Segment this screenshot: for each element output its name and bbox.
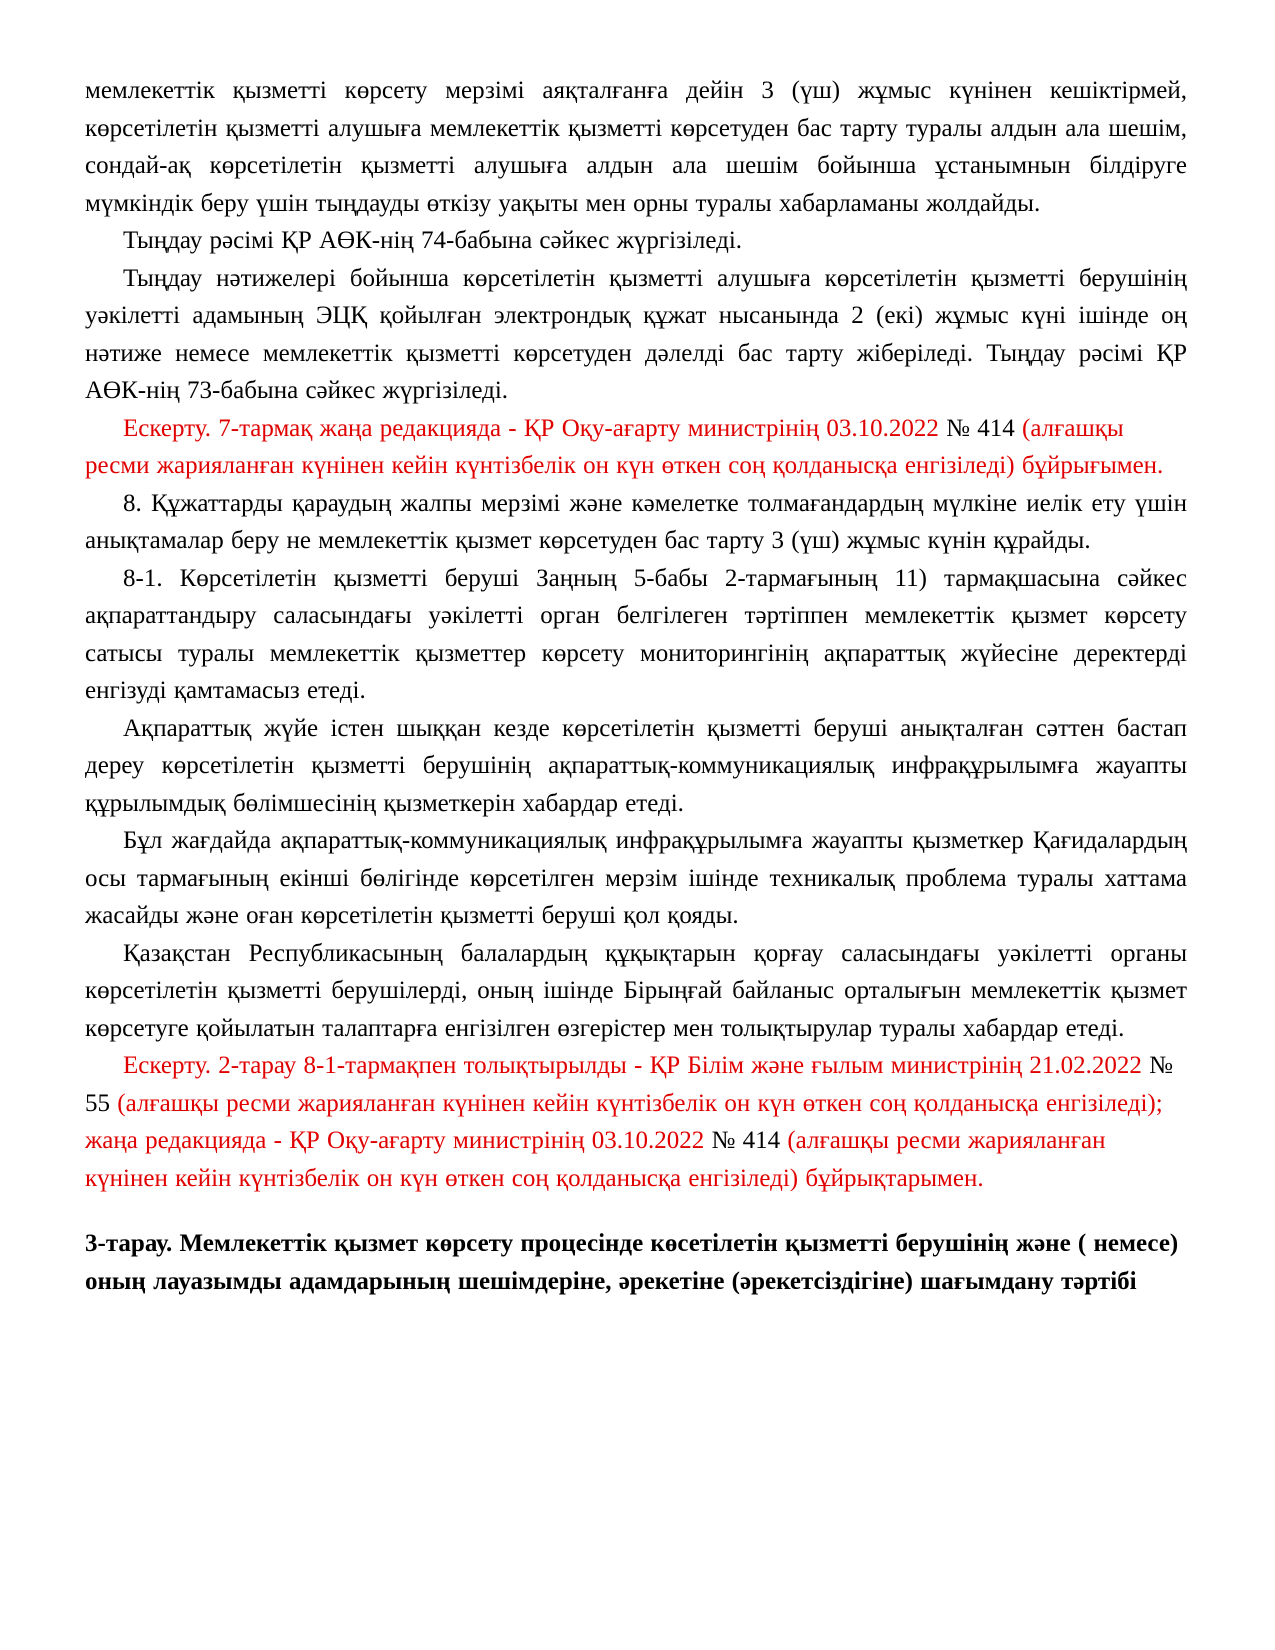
paragraph (85, 710, 1195, 823)
paragraph (85, 822, 1195, 935)
paragraph (85, 260, 1195, 410)
amendment-note (85, 410, 1187, 485)
chapter-heading-text: 3-тарау. Мемлекеттік қызмет көрсету процесінде көсетілетін қызметті берушінің және ( немесе) оның лауазымды адамдарының шешімдеріне, әрекетіне (әрекетсіздігіне) шағымдану тәртібі (85, 1230, 1186, 1295)
paragraph-continuation (85, 72, 1195, 222)
body-text: мемлекеттік қызметті көрсету мерзімі аяқталғанға дейін 3 (үш) жұмыс күнінен кешіктірмей, көрсетілетін қызметті алушыға мемлекеттік қызметті көрсетуден бас тарту туралы алдын ала шешім, сондай-ақ көрсетілетін қызметті алушыға алдын ала шешім бойынша ұстанымнын білдіруге мүмкіндік беру үшін тыңдауды өткізу уақыты мен орны туралы хабарламаны жолдайды. (85, 77, 1195, 217)
paragraph-point-8-1 (85, 560, 1195, 710)
note-text: (алғашқы ресми жарияланған күнінен кейін күнтізбелік он күн өткен соң қолданысқа енгізіледі) бұйрықтарымен. (85, 1127, 1113, 1192)
body-text: 8. Құжаттарды қараудың жалпы мерзімі және кәмелетке толмағандардың мүлкіне иелік ету үшін анықтамалар беру не мемлекеттік қызмет көрсетуден бас тарту 3 (үш) жұмыс күнін құрайды. (85, 489, 1195, 554)
chapter-heading (85, 1225, 1187, 1301)
order-number: № 55 (85, 1052, 1181, 1117)
note-text: (алғашқы ресми жарияланған күнінен кейін күнтізбелік он күн өткен соң қолданысқа енгізіледі); жаңа редакцияда - ҚР Оқу-ағарту министрінің 03.10.2022 (85, 1089, 1170, 1154)
body-text: Қазақстан Республикасының балалардың құқықтарын қорғау саласындағы уәкілетті органы көрсетілетін қызметті берушілерді, оның ішінде Бірыңғай байланыс орталығын мемлекеттік қызмет көрсетуге қойылатын талаптарға енгізілген өзгерістер мен толықтырулар туралы хабардар етеді. (85, 939, 1195, 1042)
note-text: (алғашқы ресми жарияланған күнінен кейін күнтізбелік он күн өткен соң қолданысқа енгізіледі) бұйрығымен. (85, 414, 1164, 479)
paragraph (85, 222, 1187, 260)
note-text: Ескерту. 2-тарау 8-1-тармақпен толықтырылды - ҚР Білім және ғылым министрінің 21.02.2022 (123, 1052, 1150, 1079)
order-number: № 414 (946, 414, 1015, 442)
order-number: № 414 (711, 1127, 781, 1154)
body-text: Ақпараттық жүйе істен шыққан кезде көрсетілетін қызметті беруші анықталған сәттен бастап дереу көрсетілетін қызметті берушінің ақпараттық-коммуникациялық инфрақұрылымға жауапты құрылымдық бөлімшесінің қызметкерін хабардар етеді. (85, 714, 1195, 817)
body-text: 8-1. Көрсетілетін қызметті беруші Заңның 5-бабы 2-тармағының 11) тармақшасына сәйкес ақпараттандыру саласындағы уәкілетті орган белгілеген тәртіппен мемлекеттік қызмет көрсету сатысы туралы мемлекеттік қызметтер көрсету мониторингінің ақпараттық жүйесіне деректерді енгізуді қамтамасыз етеді. (85, 564, 1195, 704)
amendment-note (85, 1047, 1187, 1197)
body-text: Тыңдау нәтижелері бойынша көрсетілетін қызметті алушыға көрсетілетін қызметті берушінің уәкілетті адамының ЭЦҚ қойылған электрондық құжат нысанында 2 (екі) жұмыс күні ішінде оң нәтиже немесе мемлекеттік қызметті көрсетуден дәлелді бас тарту жіберіледі. Тыңдау рәсімі ҚР АӨК-нің 73-бабына сәйкес жүргізіледі. (85, 264, 1195, 404)
note-text: Ескерту. 7-тармақ жаңа редакцияда - ҚР Оқу-ағарту министрінің 03.10.2022 (123, 414, 947, 442)
body-text: Тыңдау рәсімі ҚР АӨК-нің 74-бабына сәйкес жүргізіледі. (123, 227, 743, 254)
paragraph (85, 935, 1195, 1048)
body-text: Бұл жағдайда ақпараттық-коммуникациялық инфрақұрылымға жауапты қызметкер Қағидалардың осы тармағының екінші бөлігінде көрсетілген мерзім ішінде техникалық проблема туралы хаттама жасайды және оған көрсетілетін қызметті беруші қол қояды. (85, 827, 1195, 929)
paragraph-point-8 (85, 485, 1195, 560)
